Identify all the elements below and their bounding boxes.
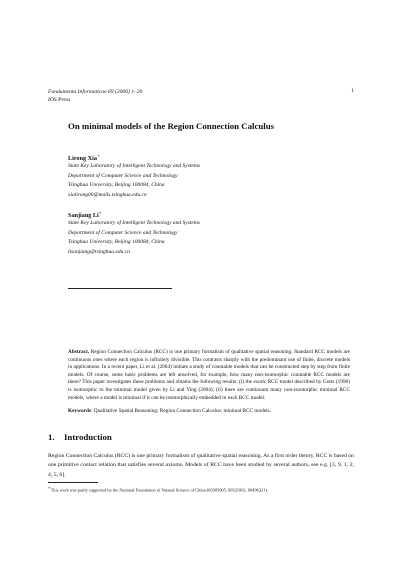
running-header	[48, 88, 142, 104]
abstract-label: Abstract.	[68, 349, 90, 355]
author-name: Sanjiang Li∗	[68, 210, 102, 220]
journal-citation: Fundamenta Informaticae 69 (2006) 1–20	[48, 89, 143, 95]
author-affiliation: State Key Laboratory of Intelligent Technology and Systems Department of Computer Science and Technology Tsinghua University, Beijing 100084, China xialirong00@mails.tsinghua.edu.cn	[68, 162, 200, 200]
page-number: 1	[351, 88, 354, 94]
author-affiliation: State Key Laboratory of Intelligent Technology and Systems Department of Computer Science and Technology Tsinghua University, Beijing 100084, China lisanjiang@tsinghua.edu.cn	[68, 219, 200, 257]
section-body: Region Connection Calculus (RCC) is one primary formalism of qualitative spatial reasoning. As a first order theory, RCC is based on one primitive contact relation that satisfies several axioms. Models of RCC have been studied by several authors, see e.g. [3, 9, 1, 2, 4, 5, 6].	[48, 453, 354, 478]
section-heading: 1. Introduction	[48, 432, 112, 442]
author-divider	[68, 288, 172, 289]
footnote: ∗This work was partly supported by the National Foundation of Natural Science of China (60305005, 60321002, 60496321).	[48, 485, 268, 493]
abstract: Abstract. Region Connection Calculus (RCC) is one primary formalism of qualitative spatial reasoning. Standard RCC models are continuous ones where each region is infinitely divisible. This contrasts sharply with the predominant use of finite, discrete models in applications. In a recent paper, Li et al. (2004) initiate a study of countable models that can be constructed step by step from finite models. Of course, some basic problems are left unsolved, for example, how many non-isomorphic countable RCC models are there? This paper investigates these problems and obtains the following results: (i) the exotic RCC model described by Gotts (1996) is isomorphic to the minimal model given by Li and Ying (2004); (ii) there are continuum many non-isomorphic minimal RCC models, where a model is minimal if it can be isomorphically embedded in each RCC model.	[68, 349, 350, 401]
footnote-divider	[48, 482, 98, 483]
author-name: Lirong Xia∗	[68, 153, 100, 163]
publisher: IOS Press	[48, 97, 71, 103]
keywords-label: Keywords	[68, 408, 91, 414]
author-email[interactable]: lisanjiang@tsinghua.edu.cn	[68, 248, 130, 255]
keywords: Keywords: Qualitative Spatial Reasoning; Region Connection Calculus; minimal RCC models.	[68, 408, 272, 414]
author-email[interactable]: xialirong00@mails.tsinghua.edu.cn	[68, 191, 147, 198]
paper-title: On minimal models of the Region Connection Calculus	[68, 121, 275, 131]
